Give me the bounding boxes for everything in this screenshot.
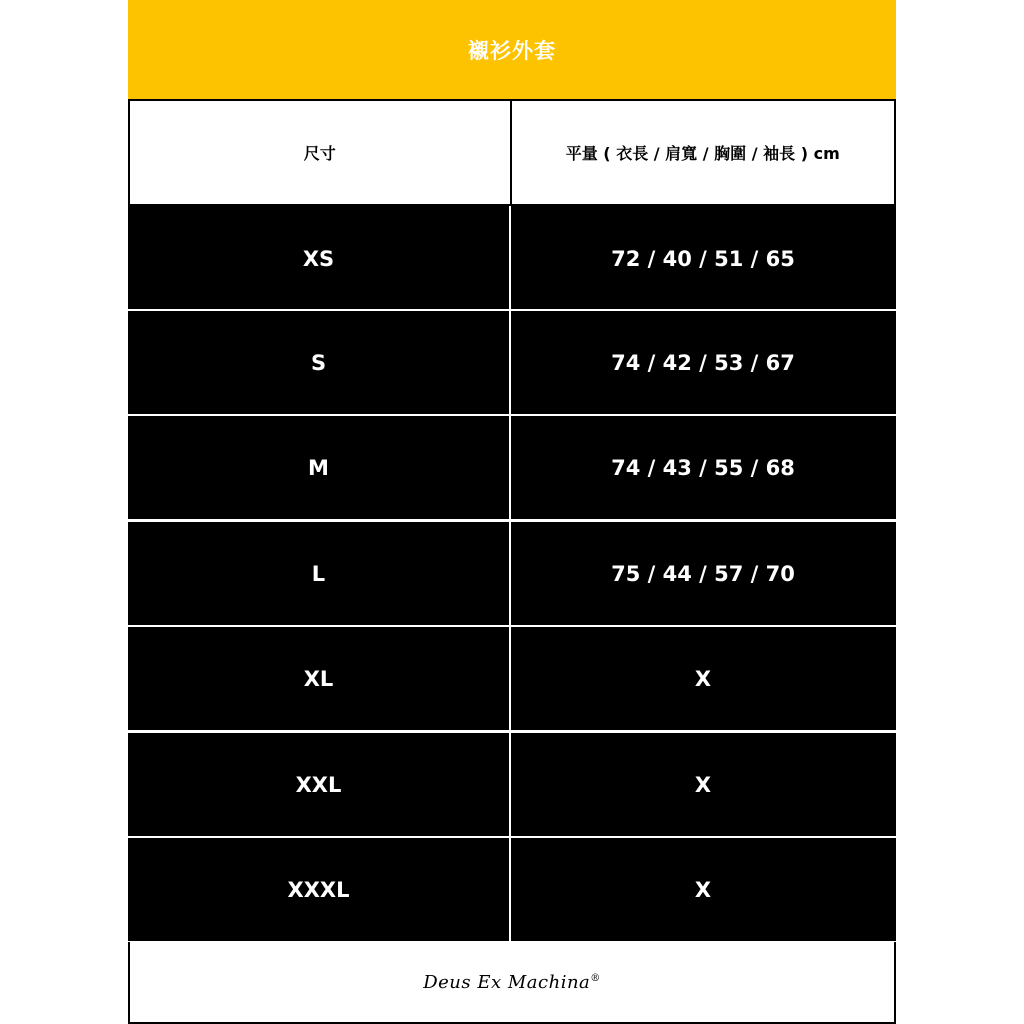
measurement-cell: X — [694, 772, 712, 797]
size-cell: L — [128, 522, 511, 625]
size-cell: XS — [128, 206, 511, 311]
header-size: 尺寸 — [130, 101, 512, 204]
table-row — [128, 520, 896, 625]
table-row — [128, 206, 896, 311]
measurement-cell: 72 / 40 / 51 / 65 — [611, 246, 795, 271]
measurement-cell: 74 / 42 / 53 / 67 — [611, 350, 795, 375]
measurement-cell: X — [694, 877, 712, 902]
size-cell: XXXL — [128, 838, 511, 941]
measurement-cell: 74 / 43 / 55 / 68 — [611, 455, 795, 480]
brand-name: Deus Ex Machina — [423, 971, 591, 993]
title-bar — [128, 0, 896, 100]
chart-title: 襯衫外套 — [468, 39, 556, 63]
header-measurements: 平量 ( 衣長 / 肩寬 / 胸圍 / 袖長 ) cm — [565, 144, 840, 163]
measurement-cell: X — [694, 666, 712, 691]
table-row — [128, 731, 896, 836]
size-cell: XL — [128, 627, 511, 730]
footer — [128, 942, 896, 1024]
size-cell: M — [128, 416, 511, 519]
size-table — [128, 99, 896, 1024]
size-chart — [128, 0, 896, 1024]
table-row — [128, 836, 896, 941]
size-cell: XXL — [128, 733, 511, 836]
measurement-cell: 75 / 44 / 57 / 70 — [611, 561, 795, 586]
table-header-row — [128, 99, 896, 206]
table-row — [128, 309, 896, 414]
registered-mark: ® — [590, 972, 601, 984]
table-row — [128, 414, 896, 519]
brand-logo — [423, 972, 601, 993]
table-row — [128, 625, 896, 730]
size-cell: S — [128, 311, 511, 414]
